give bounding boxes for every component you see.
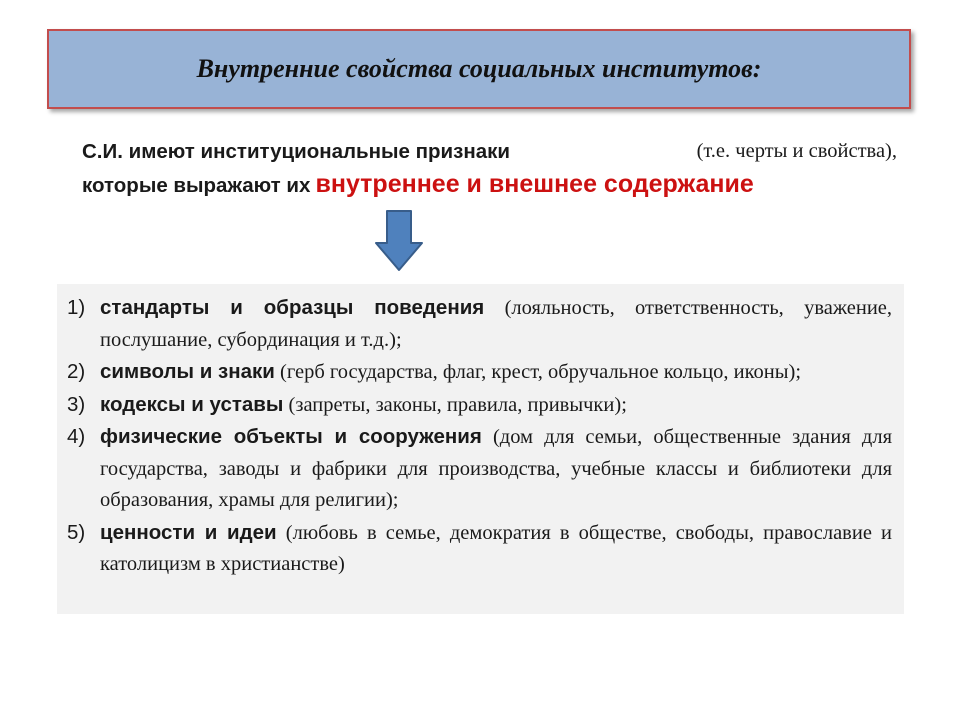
item-term: стандарты и образцы поведения <box>100 296 485 319</box>
item-number: 1) <box>67 296 86 319</box>
list-item <box>67 517 892 581</box>
intro-bold-lead: С.И. имеют институциональные признаки <box>82 140 510 163</box>
properties-list <box>57 284 904 614</box>
intro-parenthetical: (т.е. черты и свойства), <box>696 140 897 162</box>
item-examples: (любовь в семье, демократия в обществе, свободы, православие и католицизм в христианстве) <box>100 521 893 575</box>
title-banner <box>47 29 911 109</box>
item-examples: (дом для семьи, общественные здания для государства, заводы и фабрики для производства, учебные классы и библиотеки для образования, храмы для религии); <box>100 426 892 511</box>
item-number: 4) <box>67 425 86 448</box>
item-examples: (запреты, законы, правила, привычки); <box>288 393 627 416</box>
list-item <box>67 389 892 422</box>
item-examples: (герб государства, флаг, крест, обручальное кольцо, иконы); <box>280 361 802 383</box>
item-term: ценности и идеи <box>100 520 277 544</box>
list-item <box>67 292 892 356</box>
intro-line-1 <box>82 135 897 168</box>
item-term: физические объекты и сооружения <box>100 425 482 448</box>
list-item <box>67 356 892 389</box>
intro-paragraph <box>82 135 897 203</box>
intro-line-2 <box>82 168 897 203</box>
item-number: 5) <box>67 520 86 544</box>
list-item <box>67 421 892 517</box>
intro-highlight: внутреннее и внешнее содержание <box>315 170 754 198</box>
slide-title: Внутренние свойства социальных институтов: <box>196 54 762 83</box>
item-text <box>100 292 892 356</box>
item-term: символы и знаки <box>100 360 275 383</box>
item-examples: (лояльность, ответственность, уважение, послушание, субординация и т.д.); <box>100 297 893 351</box>
item-text <box>100 389 892 422</box>
item-text <box>100 421 892 517</box>
item-text <box>100 517 892 581</box>
item-number: 3) <box>67 392 86 416</box>
down-arrow-icon <box>374 210 424 272</box>
item-number: 2) <box>67 360 86 383</box>
intro-bold-continuation: которые выражают их <box>82 174 311 197</box>
item-term: кодексы и уставы <box>100 392 284 416</box>
item-text <box>100 356 892 389</box>
